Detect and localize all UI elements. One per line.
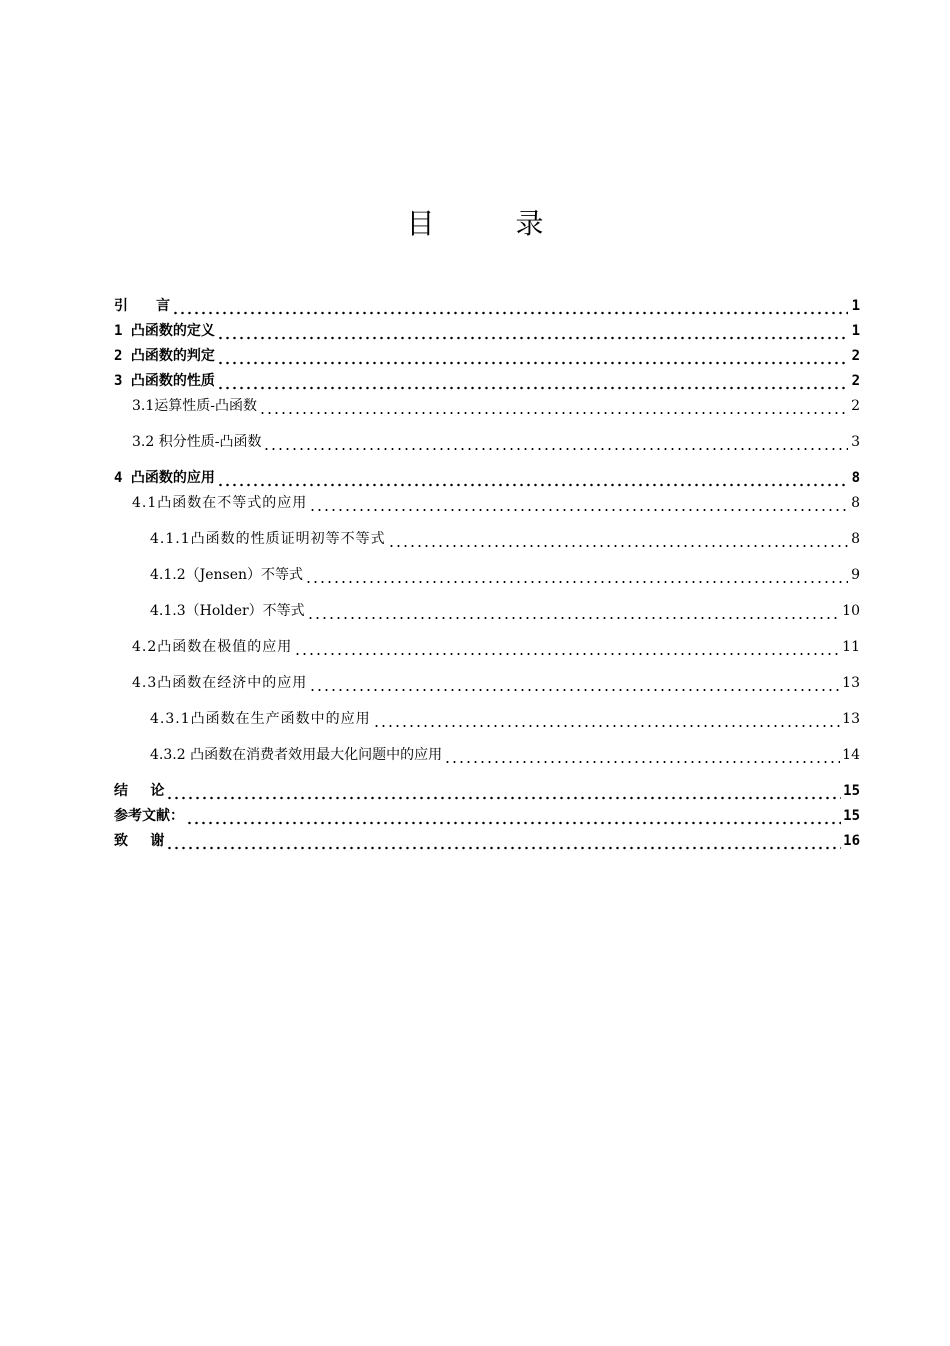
dot-leader: [259, 396, 848, 416]
toc-page-number: 16: [843, 833, 860, 849]
toc-entry-section-4-1[interactable]: [114, 487, 860, 513]
toc-entry-section-3-2[interactable]: [114, 426, 860, 452]
toc-entry-label: 4.1.2（Jensen）不等式: [150, 567, 304, 583]
toc-entry-section-4-1-1[interactable]: [114, 523, 860, 549]
toc-entry-label: 4.3.1凸函数在生产函数中的应用: [150, 711, 371, 727]
toc-page-number: 8: [851, 531, 860, 547]
toc-page-number: 2: [851, 348, 860, 364]
dot-leader: [373, 709, 841, 729]
toc-entry-section-4-1-3[interactable]: [114, 595, 860, 621]
toc-page-number: 8: [851, 470, 860, 486]
dot-leader: [307, 601, 840, 621]
dot-leader: [166, 831, 841, 851]
toc-entry-label: 1 凸函数的定义: [114, 323, 215, 339]
dot-leader: [305, 565, 848, 585]
toc-entry-section-4-1-2[interactable]: [114, 559, 860, 585]
dot-leader: [444, 745, 840, 765]
toc-entry-conclusion[interactable]: [114, 775, 860, 801]
toc-page-number: 9: [851, 567, 860, 583]
toc-entry-label: 4.2凸函数在极值的应用: [132, 639, 293, 655]
toc-page-number: 15: [843, 808, 860, 824]
toc-entry-introduction[interactable]: [114, 290, 860, 316]
toc-entry-label: 4 凸函数的应用: [114, 470, 215, 486]
dot-leader: [309, 673, 840, 693]
toc-entry-label: 3.1运算性质-凸函数: [132, 398, 257, 414]
toc-entry-label: 4.3凸函数在经济中的应用: [132, 675, 308, 691]
dot-leader: [217, 468, 848, 488]
toc-page-number: 1: [851, 298, 860, 314]
toc-entry-section-4-3-1[interactable]: [114, 703, 860, 729]
toc-entry-label: 引 言: [114, 298, 170, 314]
toc-page-number: 13: [842, 711, 860, 727]
toc-page-number: 11: [842, 639, 860, 655]
dot-leader: [294, 637, 840, 657]
page-title: 目 录: [406, 207, 580, 240]
toc-entry-label: 4.1.1凸函数的性质证明初等不等式: [150, 531, 386, 547]
dot-leader: [172, 296, 848, 316]
toc-page-number: 2: [851, 373, 860, 389]
toc-page-number: 14: [842, 747, 860, 763]
toc-page-number: 8: [851, 495, 860, 511]
toc-page-number: 10: [842, 603, 860, 619]
toc-entry-section-4-3[interactable]: [114, 667, 860, 693]
toc-entry-label: 3 凸函数的性质: [114, 373, 215, 389]
toc-entry-section-3-1[interactable]: [114, 390, 860, 416]
toc-entry-label: 4.1凸函数在不等式的应用: [132, 495, 308, 511]
dot-leader: [263, 432, 848, 452]
toc-page-number: 2: [851, 398, 860, 414]
toc-entry-acknowledgements[interactable]: [114, 825, 860, 851]
toc-entry-label: 3.2 积分性质-凸函数: [132, 434, 262, 450]
toc-entry-chapter-1[interactable]: [114, 315, 860, 341]
dot-leader: [217, 321, 848, 341]
dot-leader: [217, 371, 848, 391]
dot-leader: [166, 781, 841, 801]
toc-page-number: 1: [851, 323, 860, 339]
dot-leader: [388, 529, 848, 549]
toc-entry-label: 致 谢: [114, 833, 165, 849]
toc-entry-label: 4.1.3（Holder）不等式: [150, 603, 305, 619]
toc-page-number: 15: [843, 783, 860, 799]
toc-entry-references[interactable]: [114, 800, 860, 826]
toc-entry-section-4-2[interactable]: [114, 631, 860, 657]
toc-entry-label: 结 论: [114, 783, 165, 799]
dot-leader: [217, 346, 848, 366]
toc-entry-section-4-3-2[interactable]: [114, 739, 860, 765]
toc-entry-chapter-2[interactable]: [114, 340, 860, 366]
toc-page-number: 13: [842, 675, 860, 691]
toc-entry-label: 2 凸函数的判定: [114, 348, 215, 364]
dot-leader: [186, 806, 841, 826]
toc-entry-label: 参考文献：: [114, 808, 184, 824]
toc-page-number: 3: [851, 434, 860, 450]
toc-entry-chapter-4[interactable]: [114, 462, 860, 488]
dot-leader: [309, 493, 848, 513]
toc-entry-chapter-3[interactable]: [114, 365, 860, 391]
toc-entry-label: 4.3.2 凸函数在消费者效用最大化问题中的应用: [150, 747, 443, 763]
